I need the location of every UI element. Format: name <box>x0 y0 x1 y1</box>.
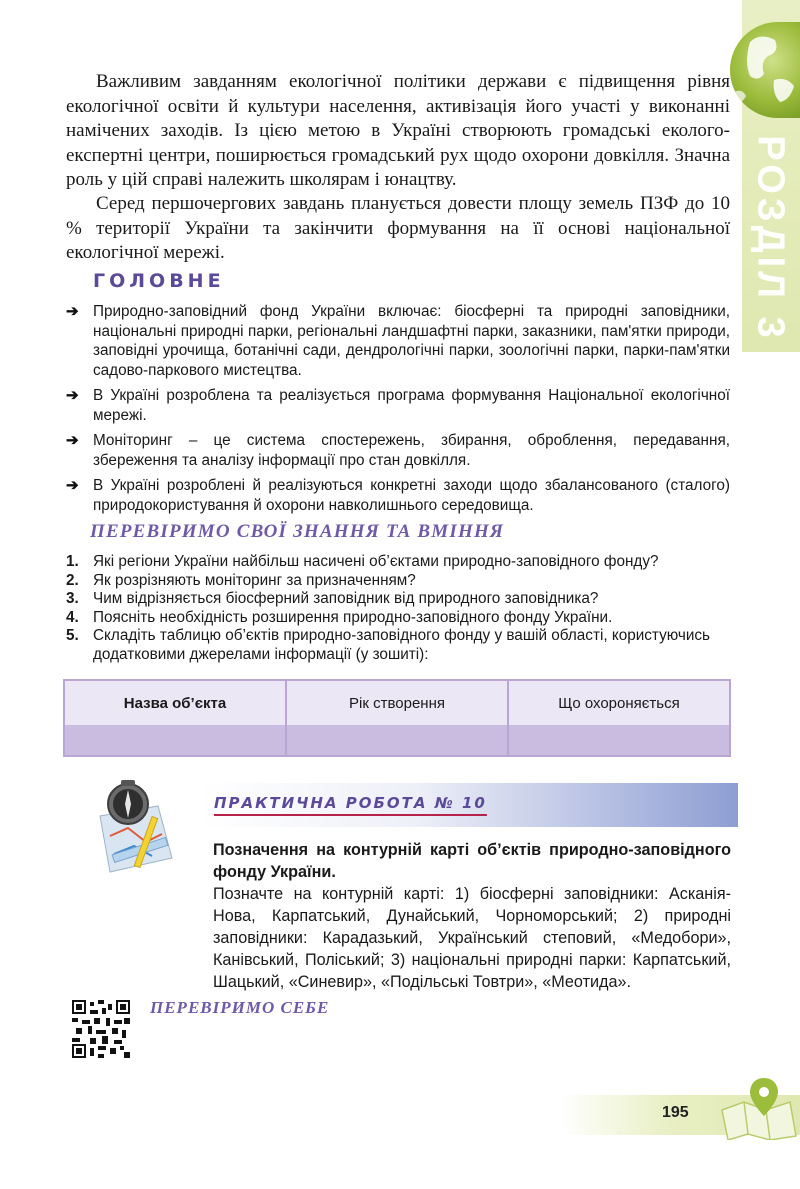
table-row <box>65 725 729 755</box>
globe-icon <box>730 22 800 118</box>
question-item: 5. Складіть таблицю об’єктів природно-заповідного фонду у вашій області, користуючись додатковими джерелами інформації (у зошиті): <box>66 627 711 663</box>
arrow-right-icon: ➔ <box>66 303 79 320</box>
summary-list <box>66 302 730 521</box>
list-item: ➔ В Україні розроблені й реалізуються конкретні заходи щодо збалансованого (сталого) природокористування й охорони навколишнього середовища. <box>66 477 730 514</box>
main-heading: ГОЛОВНЕ <box>93 270 225 292</box>
table-header-cell: Рік створення <box>287 681 509 725</box>
arrow-right-icon: ➔ <box>66 477 79 494</box>
table-cell <box>65 725 287 755</box>
arrow-right-icon: ➔ <box>66 432 79 449</box>
question-item: 4. Поясніть необхідність розширення природно-заповідного фонду України. <box>66 608 613 626</box>
check-knowledge-heading: ПЕРЕВІРИМО СВОЇ ЗНАННЯ ТА ВМІННЯ <box>90 521 505 542</box>
table-cell <box>287 725 509 755</box>
questions-list <box>66 553 730 665</box>
page-number: 195 <box>662 1104 689 1121</box>
table-cell <box>509 725 729 755</box>
table-header-cell: Назва об’єкта <box>65 681 287 725</box>
intro-paragraph-2: Серед першочергових завдань планується довести площу земель ПЗФ до 10 % території України та закінчити формування на її основі національної екологічної мережі. <box>66 193 730 263</box>
intro-paragraph-1: Важливим завданням екологічної політики держави є підвищення рівня екологічної освіти й культури населення, активізація його участі у виконанні намічених заходів. Із цією метою в Україні створюють громадські еколого-експертні центри, поширюється громадський рух щодо охорони довкілля. Значна роль у цій справі належить школярам і юнацтву. <box>66 71 730 190</box>
practical-task-text: Позначте на контурній карті: 1) біосферні заповідники: Асканія-Нова, Карпатський, Дунайський, Чорноморський; 2) природні заповідники: Карадазький, Український степовий, «Медобори», Канівський, Поліський; 3) національні природні парки: Карпатський, Шацький, «Синевир», «Подільські Товтри», «Меотида». <box>213 885 731 991</box>
qr-code[interactable] <box>72 1000 130 1058</box>
practical-work-title: ПРАКТИЧНА РОБОТА № 10 <box>214 794 487 812</box>
compass-map-illustration <box>88 776 178 878</box>
question-item: 2. Як розрізняють моніторинг за призначенням? <box>66 571 416 589</box>
question-item: 3. Чим відрізняється біосферний заповідник від природного заповідника? <box>66 590 599 608</box>
self-check-heading: ПЕРЕВІРИМО СЕБЕ <box>150 998 330 1017</box>
map-pin-icon <box>718 1076 800 1140</box>
table-header-cell: Що охороняється <box>558 694 680 712</box>
chapter-label: РОЗДІЛ 3 <box>749 134 792 342</box>
list-item: ➔ В Україні розроблена та реалізується програма формування Національної екологічної мережі. <box>66 387 730 424</box>
objects-table <box>63 679 731 757</box>
practical-task-title: Позначення на контурній карті об’єктів природно-заповідного фонду України. <box>213 841 731 881</box>
question-item: 1. Які регіони України найбільш насичені об’єктами природно-заповідного фонду? <box>66 553 659 570</box>
list-item: ➔ Моніторинг – це система спостережень, збирання, оброблення, передавання, збереження та аналізу інформації про стан довкілля. <box>66 432 730 469</box>
practical-work-body <box>213 839 731 993</box>
table-header-row <box>65 681 729 725</box>
list-item: ➔ Природно-заповідний фонд України включає: біосферні та природні заповідники, національні природні парки, регіональні ландшафтні парки, заказники, пам'ятки природи, заповідні урочища, ботанічні сади, дендрологічні парки, зоологічні парки, парки-пам'ятки садово-паркового мистецтва. <box>66 303 730 379</box>
arrow-right-icon: ➔ <box>66 387 79 404</box>
